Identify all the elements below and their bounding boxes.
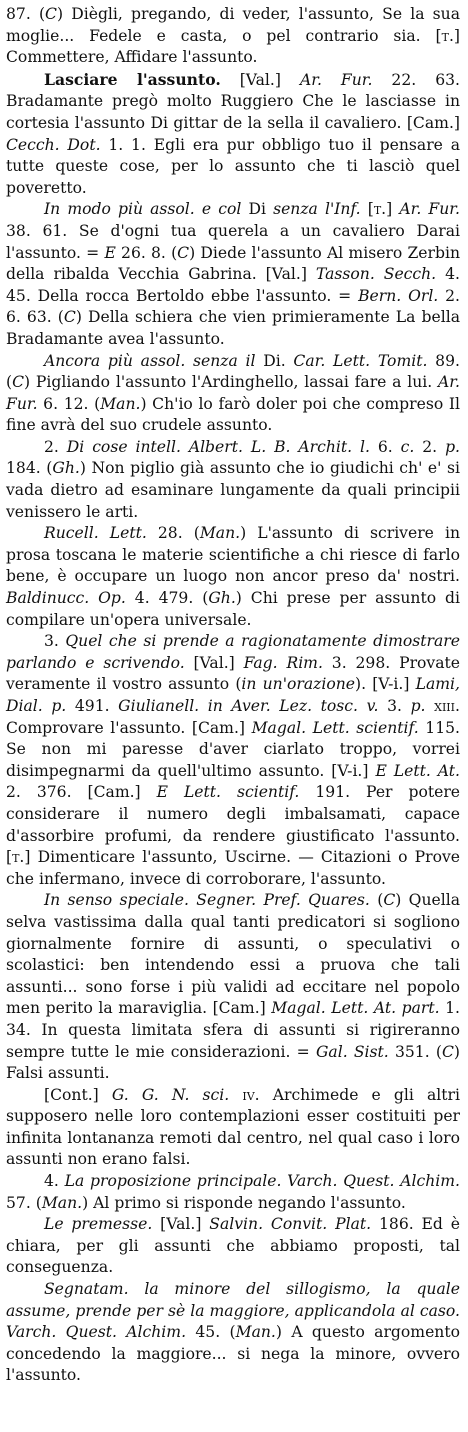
entry-paragraph — [6, 4, 460, 69]
entry-paragraph — [6, 199, 460, 350]
italic-text: Gh. — [52, 459, 80, 478]
italic-text: Rucell. Lett. — [44, 524, 147, 543]
italic-text: Segnatam. la minore del sillogismo, la quale assume, prende per sè la maggiore, applicandola al caso. Varch. Quest. Alchim. — [6, 1280, 460, 1342]
italic-text: E Lett. At. — [375, 761, 460, 780]
italic-text: C — [177, 243, 190, 262]
text-run: 22. 63. Bradamante pregò molto Ruggiero Che le lasciasse in cortesia l'assunto Di gittar de la sella il cavaliero. [Cam.] — [6, 70, 461, 132]
italic-text: p. — [445, 437, 461, 456]
text-run: ) Diègli, pregando, di veder, l'assunto, Se la sua moglie... Fedele e casta, o pel contrario sia. [ — [6, 5, 460, 45]
text-run: 38. 61. Se d'ogni tua querela a un cavaliero Darai l'assunto. = — [6, 221, 460, 262]
text-run: ) Al primo si risponde negando l'assunto. — [82, 1193, 406, 1212]
entry-paragraph — [6, 437, 460, 523]
text-run: 26. 8. ( — [115, 243, 178, 262]
text-run: ( — [369, 891, 384, 910]
text-run: . Archimede e gli altri supposero nelle loro contemplazioni esser costituiti per infinita lontananza remoti dal centro, nel qual caso i loro assunti non erano falsi. — [6, 1085, 460, 1169]
italic-text: Bern. Orl. — [358, 286, 439, 305]
text-run: ). [V-i.] — [355, 675, 416, 694]
italic-text: Man. — [235, 1323, 276, 1342]
text-run: 6. — [369, 437, 401, 456]
italic-text: C — [441, 1042, 454, 1061]
text-run: . Comprovare l'assunto. [Cam.] — [6, 697, 460, 737]
italic-text: C — [45, 5, 57, 23]
text-run: t. — [12, 848, 25, 867]
text-run: 4. — [44, 1172, 65, 1191]
italic-text: Man. — [41, 1193, 83, 1212]
italic-text: In modo più assol. e col — [44, 200, 242, 219]
text-run: ) Quella selva vastissima dalla qual tanti predicatori si sogliono giornalmente fornire di assunti, o speculativi o scolastici: ben intendendo essi a pruova che tali assunti... sono forse i più validi ad eccitare nel popolo men perito la maraviglia. [Cam.] — [6, 891, 461, 1018]
text-run: 2. — [44, 437, 67, 456]
text-run: xiii — [434, 697, 455, 715]
italic-text: senza l'Inf. — [273, 200, 361, 219]
italic-text: C — [383, 891, 396, 910]
text-run: 1. 1. Egli era pur obbligo tuo il pensare a tutte queste cose, per lo assunto che ti lasciò quel poveretto. — [6, 135, 460, 197]
text-run: 115. Se non mi paresse d'aver ciarlato troppo, vorrei disimpegnarmi da quell'ultimo assunto. [V-i.] — [6, 718, 460, 780]
italic-text: Giulianell. in Aver. Lez. tosc. v. — [118, 697, 379, 715]
text-run: [Val.] — [152, 1215, 210, 1234]
italic-text: E — [104, 243, 116, 262]
entry-paragraph — [6, 890, 460, 1084]
italic-text: Car. Lett. Tomit. — [293, 351, 428, 370]
italic-text: G. G. N. sci. — [111, 1085, 230, 1104]
text-run: t. — [441, 26, 454, 45]
entry-paragraph — [6, 1085, 460, 1171]
text-run: 351. ( — [388, 1042, 442, 1061]
italic-text: Magal. Lett. scientif. — [251, 718, 419, 737]
text-run: 87. ( — [6, 5, 46, 23]
italic-text: C — [12, 373, 25, 392]
text-run: Di — [241, 200, 274, 219]
text-run: 186. Ed è chiara, per gli assunti che abbiamo proposti, tal conseguenza. — [6, 1215, 460, 1277]
text-run: 45. ( — [186, 1323, 236, 1342]
text-run: Di. — [255, 351, 294, 370]
italic-text: Man. — [199, 524, 241, 543]
text-run: 3. — [378, 697, 411, 715]
text-run: ] Commettere, Affidare l'assunto. — [6, 26, 460, 67]
text-run: 2. — [414, 437, 446, 456]
text-run: [ — [360, 200, 374, 219]
entry-body — [6, 4, 460, 1387]
text-run: [Val.] — [220, 70, 300, 89]
text-run: 2. 6. 63. ( — [6, 286, 461, 327]
entry-paragraph — [6, 631, 460, 890]
text-run: ) Della schiera che vien primieramente La bella Bradamante avea l'assunto. — [6, 308, 460, 348]
italic-text: Lami, Dial. p. — [6, 675, 460, 715]
italic-text: E Lett. scientif. — [156, 783, 300, 802]
text-run: ] — [386, 200, 400, 219]
text-run: 57. ( — [6, 1193, 42, 1212]
text-run: 89. ( — [6, 351, 460, 392]
text-run: ) Chi prese per assunto di compilare un'opera universale. — [6, 589, 461, 629]
italic-text: C — [63, 308, 76, 327]
text-run: 184. ( — [6, 459, 53, 478]
italic-text: Gh. — [208, 589, 236, 608]
text-run — [229, 1086, 242, 1104]
text-run: 3. — [44, 632, 66, 651]
italic-text: Fag. Rim. — [243, 653, 323, 672]
entry-paragraph — [6, 69, 460, 200]
text-run: t. — [373, 200, 387, 219]
italic-text: Cecch. Dot. — [6, 135, 101, 154]
text-run: ) L'assunto di scrivere in prosa toscana le materie scientifiche a chi riesce di farlo bene, è occupare un luogo non ancor preso da' nostri. — [6, 524, 460, 586]
italic-text: Di cose intell. Albert. L. B. Archit. l. — [66, 437, 370, 456]
italic-text: Ar. Fur. — [399, 200, 460, 219]
text-run: ) A questo argomento concedendo la maggiore... si nega la minore, ovvero l'assunto. — [6, 1323, 461, 1385]
text-run: 1. 34. In questa limitata sfera di assunti si rigireranno sempre tutte le mie considerazioni. = — [6, 999, 460, 1061]
text-run: ] Dimenticare l'assunto, Uscirne. — Citazioni o Prove che infermano, invece di corroborare, l'assunto. — [6, 848, 460, 888]
entry-paragraph — [6, 523, 460, 631]
italic-text: Tasson. Secch. — [315, 265, 437, 284]
entry-paragraph — [6, 351, 460, 437]
italic-text: Quel che si prende a ragionatamente dimostrare parlando e scrivendo. — [6, 632, 460, 672]
italic-text: Salvin. Convit. Plat. — [209, 1215, 372, 1234]
text-run: [Cont.] — [44, 1085, 112, 1104]
italic-text: Le premesse. — [44, 1215, 153, 1234]
italic-text: Baldinucc. Op. — [6, 589, 126, 608]
text-run — [426, 697, 435, 715]
text-run: 4. 45. Della rocca Bertoldo ebbe l'assunto. = — [6, 265, 460, 305]
entry-paragraph — [6, 1279, 460, 1387]
italic-text: In senso speciale. Segner. Pref. Quares. — [44, 891, 370, 910]
text-run: 3. 298. Provate veramente il vostro assunto ( — [6, 653, 461, 694]
text-run: ) Diede l'assunto Al misero Zerbin della ribalda Vecchia Gabrina. [Val.] — [6, 243, 460, 284]
text-run: 28. ( — [146, 524, 200, 543]
italic-text: Magal. Lett. At. part. — [271, 999, 440, 1018]
italic-text: Ar. Fur. — [6, 373, 460, 413]
italic-text: Man. — [100, 394, 141, 413]
italic-text: in un'orazione — [241, 675, 355, 694]
entry-paragraph — [6, 1214, 460, 1279]
text-run: 6. 12. ( — [37, 394, 101, 413]
italic-text: La proposizione principale. Varch. Quest. Alchim. — [64, 1172, 460, 1191]
text-run: 2. 376. [Cam.] — [6, 783, 157, 802]
text-run: ) Falsi assunti. — [6, 1042, 460, 1083]
text-run: 191. Per potere considerare il numero degli imbalsamati, capace d'assorbire profumi, da rendere giustificato l'assunto. [ — [6, 783, 461, 867]
text-run: ) Ch'io lo farò doler poi che compreso Il fine avrà del suo crudele assunto. — [6, 394, 460, 435]
text-run: ) Non piglio già assunto che io giudichi ch' e' si vada dietro ad esaminare lungamente da quali principii venissero le arti. — [6, 459, 460, 521]
text-run: iv — [242, 1085, 255, 1104]
italic-text: Ar. Fur. — [299, 70, 373, 89]
entry-paragraph — [6, 1171, 460, 1214]
italic-text: c. — [400, 437, 415, 456]
text-run: ) Pigliando l'assunto l'Ardinghello, lassai fare a lui. — [24, 373, 439, 392]
headword-phrase: Lasciare l'assunto. — [44, 69, 221, 89]
italic-text: p. — [410, 697, 426, 715]
text-run: [Val.] — [184, 653, 244, 672]
text-run: 4. 479. ( — [125, 589, 209, 608]
italic-text: Ancora più assol. senza il — [44, 351, 256, 370]
italic-text: Gal. Sist. — [315, 1042, 389, 1061]
text-run: 491. — [66, 697, 119, 715]
